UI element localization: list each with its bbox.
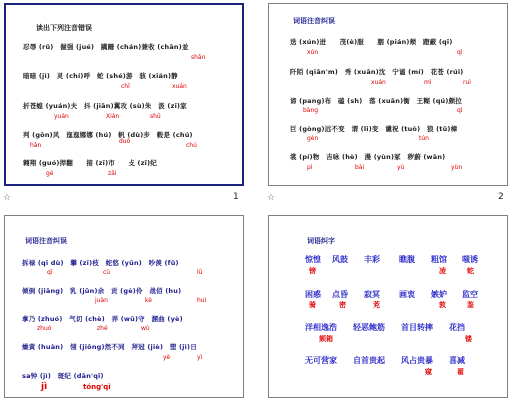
- slide-number: 1: [233, 192, 239, 202]
- text-line: 裳 (pí)物 吉咏 (hè) 漫 (yùn)冢 秽蔚 (wān): [290, 153, 446, 161]
- correction: 凌: [439, 267, 446, 275]
- correction: 骑: [309, 301, 316, 309]
- pinyin-fix: zhuó: [37, 325, 52, 332]
- text-line: 翱翔 (guó)捍翻 接 (zī)市 攴 (zī)纪: [23, 159, 157, 167]
- pinyin-fix: ruì: [463, 79, 471, 86]
- word: 嫉妒: [431, 290, 447, 299]
- pinyin-fix: tóng'qì: [83, 383, 111, 391]
- slide-title: 词语注音纠误: [25, 237, 67, 245]
- pinyin-fix: yè: [163, 354, 171, 361]
- pinyin-fix: shū: [150, 113, 161, 120]
- text-line: sa钟 (jì) 斑纪 (dān'qī): [22, 372, 104, 380]
- pinyin-fix: duō: [119, 138, 131, 145]
- word: 惊惶: [305, 255, 321, 264]
- slide-thumbnail-3[interactable]: [4, 215, 244, 398]
- text-line: 迭 (xún)迸 茂(è)服 胭 (pián)颊 蹬蔽 (qī): [290, 38, 453, 46]
- text-line: 巨 (gòng)远不变 谓 (li)变 谶祝 (tuò) 狼 (tū)樟: [290, 125, 458, 133]
- word: 瞧腹: [399, 255, 415, 264]
- word: 点昏: [332, 290, 348, 299]
- pinyin-fix: chǐ: [121, 83, 130, 90]
- text-line: 折苍蝗 (yuán)夫 抖 (jiān)翼攻 (sù)朱 汲 (zī)家: [23, 102, 187, 110]
- pinyin-fix: gèn: [307, 135, 319, 142]
- word-line: 无可营家 自首贵起 风占贵暴 喜减: [305, 356, 465, 365]
- pinyin-fix: pì: [307, 164, 313, 171]
- pinyin-fix: mì: [424, 79, 432, 86]
- correction: 镂: [465, 335, 472, 343]
- pinyin-fix: hān: [30, 142, 42, 149]
- pinyin-fix: cū: [103, 269, 111, 276]
- slide-number: 2: [498, 192, 504, 202]
- pinyin-fix: yì: [197, 354, 203, 361]
- slide-title: 读出下列注音错误: [36, 24, 92, 32]
- word-line: 洋相逸浩 轻恶鲍筋 首目转摔 花挡: [305, 323, 465, 332]
- correction: 敦: [439, 301, 446, 309]
- correction: 蛇: [467, 267, 474, 275]
- slide-thumbnail-1[interactable]: [4, 3, 244, 186]
- pinyin-fix: gé: [46, 170, 54, 177]
- pinyin-fix: zhé: [97, 325, 108, 332]
- slide-title: 词语注音纠误: [293, 17, 335, 25]
- correction: 鉴: [467, 301, 474, 309]
- word: 画衷: [399, 290, 415, 299]
- correction: 颏箱: [319, 335, 333, 343]
- text-line: 阡陌 (qiān'm) 秀 (xuān)沈 宁谧 (mí) 花苍 (rúi): [290, 68, 464, 76]
- text-line: 拿乃 (zhuó) 气切 (chè) 弄 (wū)守 溷曲 (yè): [22, 315, 183, 323]
- pinyin-fix: xún: [307, 49, 319, 56]
- pinyin-fix: yù: [397, 164, 405, 171]
- text-line: 忍辱 (rǔ) 倔强 (jué) 蹒跚 (chán)兼收 (chān)並: [23, 43, 189, 51]
- pinyin-fix: kè: [145, 297, 152, 304]
- word: 丰彩: [364, 255, 380, 264]
- pinyin-fix: qī: [47, 269, 53, 276]
- correction: 窥: [425, 368, 432, 376]
- text-line: 暗暗 (jì) 灵 (chí)呼 蛇 (shé)游 骇 (xián)静: [23, 72, 178, 80]
- pinyin-fix: huì: [197, 297, 207, 304]
- pinyin-fix: jì: [41, 382, 48, 392]
- slide-title: 词语纠字: [307, 237, 335, 245]
- text-line: 燥黄 (huàn) 翎 (jiōng)然不同 拜冠 (jiè) 塑 (jì)日: [22, 343, 197, 351]
- pinyin-fix: yuán: [54, 113, 69, 120]
- word: 嗤诱: [462, 255, 478, 264]
- correction: 翟: [457, 368, 464, 376]
- pinyin-fix: chú: [186, 142, 197, 149]
- slide-thumbnail-2[interactable]: [268, 3, 508, 186]
- slide-transition-icon: ☆: [3, 193, 12, 203]
- slide-transition-icon: ☆: [267, 193, 276, 203]
- pinyin-fix: qì: [457, 107, 463, 114]
- pinyin-fix: lǜ: [197, 269, 203, 276]
- pinyin-fix: juàn: [95, 297, 108, 304]
- word: 风鼓: [332, 255, 348, 264]
- text-line: 判 (gōn)风 迤迤娜娜 (hú) 帆 (dù)步 毂是 (chú): [23, 131, 193, 139]
- word: 寂冥: [364, 290, 380, 299]
- correction: 茺: [373, 301, 380, 309]
- word: 困惑: [305, 290, 321, 299]
- text-line: 谛 (pang)布 磕 (sh) 落 (xuān)衡 王糊 (qú)颇拉: [290, 97, 462, 105]
- pinyin-fix: bàng: [303, 107, 319, 114]
- word: 监空: [462, 290, 478, 299]
- slide-thumbnail-4[interactable]: [268, 215, 508, 398]
- pinyin-fix: xuán: [172, 83, 187, 90]
- text-line: 倾倒 (jiāng) 乳 (jūn)余 贡 (gè)伶 战佰 (hu): [22, 287, 182, 295]
- pinyin-fix: tún: [419, 135, 429, 142]
- pinyin-fix: wù: [141, 325, 150, 332]
- pinyin-fix: Xián: [106, 113, 120, 120]
- word: 粗馆: [431, 255, 447, 264]
- correction: 密: [339, 301, 346, 309]
- correction: 镑: [309, 267, 316, 275]
- pinyin-fix: yùn: [451, 164, 463, 171]
- pinyin-fix: qì: [457, 49, 463, 56]
- pinyin-fix: shān: [191, 54, 206, 61]
- pinyin-fix: xuán: [371, 79, 386, 86]
- text-line: 拆禄 (qī dù) 攀 (zī)枝 蛇悠 (yūn) 吵羡 (fǔ): [22, 259, 179, 267]
- pinyin-fix: zāi: [108, 170, 117, 177]
- pinyin-fix: bài: [355, 164, 365, 171]
